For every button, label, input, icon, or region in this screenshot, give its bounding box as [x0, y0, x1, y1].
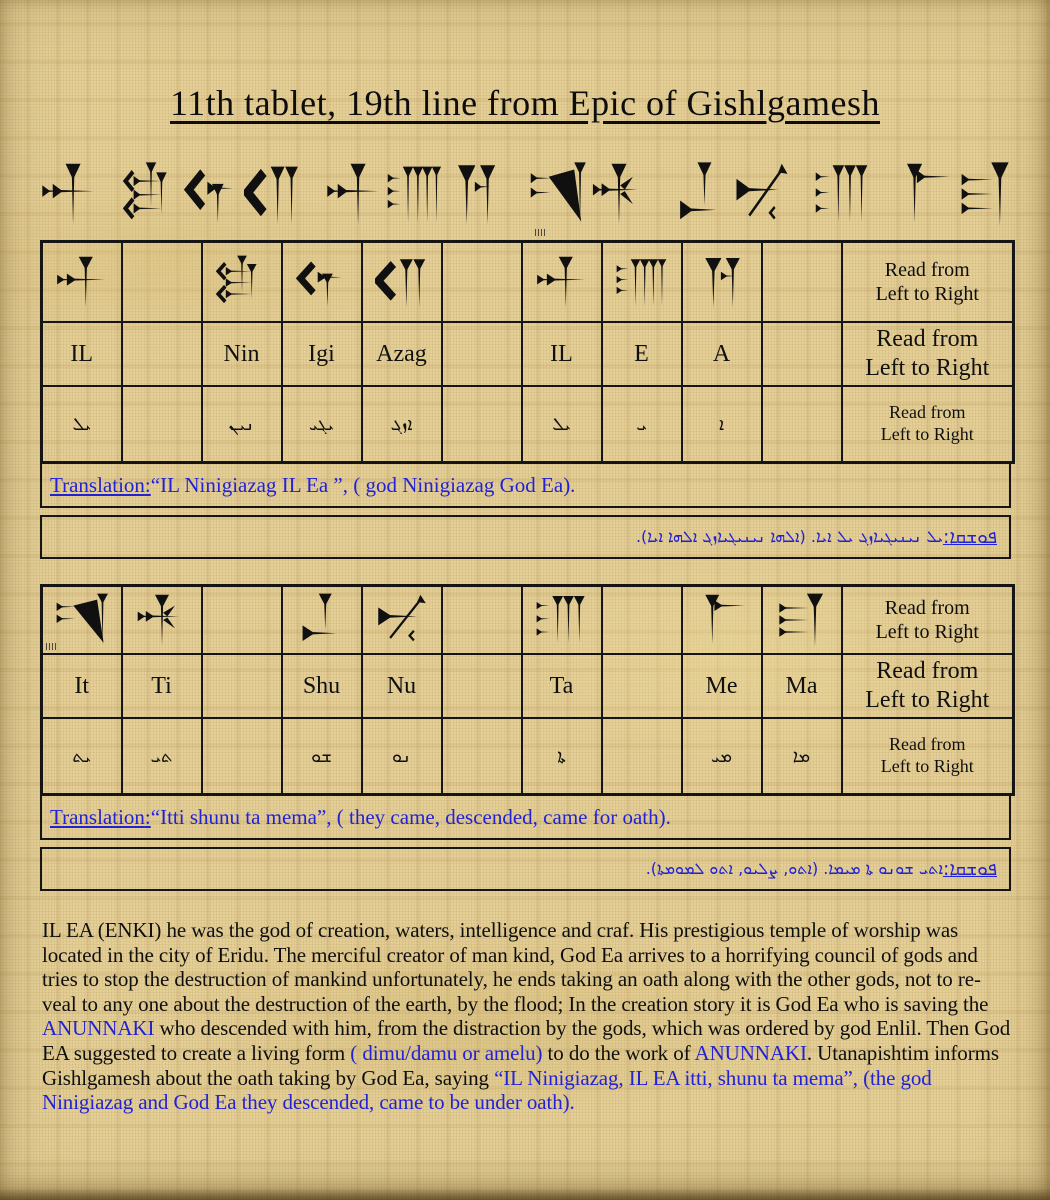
cuneiform-sign-group [529, 158, 648, 230]
paragraph-segment: IL EA (ENKI) he was the god of creation, waters, intelligence and craf. His prestigious temple of worship was located in the city of Eridu. The merciful creator of man kind, God Ea arrives to a horrifying council of gods and tries to stop the destruction of mankind unfortunately, he ends taking an oath along with the other gods, not to re-veal to any one about the destruction of the earth, by the flood; In the creation story it is God Ea who is saving the [42, 918, 989, 1016]
tablet-block-2 [40, 584, 1015, 891]
translation-box-1 [40, 462, 1011, 508]
cuneiform-sign-group [896, 158, 1015, 230]
cuneiform-cell [202, 242, 282, 323]
syriac-cell: ܡܝ [682, 718, 762, 795]
translation-text: “Itti shunu ta mema”, ( they came, descended, came for oath). [150, 804, 671, 829]
syriac-cell: ܐܙܓ [362, 386, 442, 463]
sign-name-cell [762, 322, 842, 386]
page-title: 11th tablet, 19th line from Epic of Gishlgamesh [169, 83, 881, 123]
tablet-table-2 [40, 584, 1015, 796]
cuneiform-cell [442, 586, 522, 655]
cuneiform-cell [762, 242, 842, 323]
paragraph-segment: ANUNNAKI [42, 1016, 155, 1041]
name-row [42, 322, 1014, 386]
cuneiform-cell [522, 586, 602, 655]
tablet-block-1 [40, 240, 1015, 559]
cuneiform-ti-glyph [590, 158, 648, 230]
read-direction-line: Read from [889, 402, 966, 423]
syriac-cell [202, 718, 282, 795]
cuneiform-il-glyph [535, 252, 589, 312]
cuneiform-ma-glyph [957, 158, 1015, 230]
paragraph-segment: to do the work of [542, 1040, 695, 1065]
syriac-translation-text: ܝܠ ܢܝܢܝܓܝܐܙܓ ܝܠ ܐܝܐ. (ܐܠܗܐ ܢܝܢܝܓܝܐܙܓ ܐܠܗܐ ܐܝܐ). [635, 527, 943, 546]
sign-name-cell: Nu [362, 654, 442, 718]
syriac-cell: ܬܐ [522, 718, 602, 795]
cuneiform-it-glyph [529, 158, 587, 230]
sign-name-cell: Ma [762, 654, 842, 718]
read-direction-note [842, 386, 1014, 463]
sign-name-cell: It [42, 654, 122, 718]
cuneiform-nin-glyph [122, 158, 180, 230]
cuneiform-a-glyph [447, 158, 505, 230]
cuneiform-cell [42, 586, 122, 655]
syriac-cell: ܝܠ [42, 386, 122, 463]
cuneiform-igi-glyph [183, 158, 241, 230]
sign-name-cell: Nin [202, 322, 282, 386]
read-direction-note [842, 242, 1014, 323]
cuneiform-cell [682, 242, 762, 323]
read-direction-line: Read from [876, 658, 979, 685]
cuneiform-me-glyph [896, 158, 954, 230]
cuneiform-ta-glyph [535, 590, 589, 650]
syriac-translation-box-1 [40, 515, 1011, 559]
glyph-row [42, 586, 1014, 655]
cuneiform-cell [762, 586, 842, 655]
syriac-row [42, 386, 1014, 463]
cuneiform-il-glyph [40, 158, 98, 230]
sign-name-cell: Me [682, 654, 762, 718]
cuneiform-sign-group [122, 158, 302, 230]
read-direction-line: Left to Right [865, 687, 990, 713]
read-direction-line: Left to Right [875, 283, 979, 305]
cuneiform-cell [362, 586, 442, 655]
cuneiform-sign-group [814, 158, 872, 230]
sign-name-cell: E [602, 322, 682, 386]
cuneiform-cell [442, 242, 522, 323]
commentary-paragraph [42, 918, 1012, 1115]
sign-name-cell: A [682, 322, 762, 386]
cuneiform-nin-glyph [215, 252, 269, 312]
sign-name-cell: Azag [362, 322, 442, 386]
syriac-translation-box-2 [40, 847, 1011, 891]
sign-name-cell: Ta [522, 654, 602, 718]
cuneiform-il-glyph [55, 252, 109, 312]
paragraph-segment: ANUNNAKI [694, 1040, 807, 1065]
translation-label: Translation : [50, 805, 151, 830]
cuneiform-sentence-row [40, 158, 1015, 236]
cuneiform-ma-glyph [775, 590, 829, 650]
glyph-row [42, 242, 1014, 323]
paragraph-segment: ( dimu/damu or amelu) [350, 1040, 543, 1065]
read-direction-line: Read from [876, 326, 979, 353]
cuneiform-cell [122, 242, 202, 323]
cuneiform-sign-group [672, 158, 791, 230]
syriac-cell [442, 718, 522, 795]
read-direction-line: Read from [884, 597, 970, 619]
read-direction-line: Left to Right [880, 756, 974, 776]
cuneiform-sign-group [40, 158, 98, 230]
syriac-cell: ܢܝܢ [202, 386, 282, 463]
syriac-translation-label: ܦܘܫܩܐ : [943, 526, 997, 548]
syriac-cell: ܫܘ [282, 718, 362, 795]
translation-text: “IL Ninigiazag IL Ea ”, ( god Ninigiazag God Ea). [150, 472, 576, 497]
read-direction-line: Read from [889, 734, 966, 755]
cuneiform-nu-glyph [375, 590, 429, 650]
sign-name-cell [442, 654, 522, 718]
cuneiform-it-glyph [55, 590, 109, 650]
sign-name-cell [442, 322, 522, 386]
cuneiform-shu-glyph [295, 590, 349, 650]
cuneiform-cell [602, 586, 682, 655]
cuneiform-azag-glyph [244, 158, 302, 230]
read-direction-line: Read from [884, 259, 970, 281]
sign-name-cell [202, 654, 282, 718]
paragraph-segment: who descended with him, from the distraction by the gods, which was ordered by god Enlil. Then God EA suggested to create a living form [42, 1016, 1011, 1065]
sign-name-cell: Igi [282, 322, 362, 386]
cuneiform-ta-glyph [814, 158, 872, 230]
watermark-artifact [535, 229, 545, 236]
translation-box-2 [40, 794, 1011, 840]
syriac-cell [442, 386, 522, 463]
cuneiform-cell [522, 242, 602, 323]
syriac-cell [122, 386, 202, 463]
read-direction-line: Left to Right [865, 355, 990, 381]
syriac-cell: ܝ [602, 386, 682, 463]
cuneiform-shu-glyph [672, 158, 730, 230]
sign-name-cell [602, 654, 682, 718]
cuneiform-cell [602, 242, 682, 323]
syriac-translation-label: ܦܘܫܩܐ : [943, 858, 997, 880]
syriac-cell: ܝܬ [42, 718, 122, 795]
sign-name-cell: IL [42, 322, 122, 386]
cuneiform-cell [362, 242, 442, 323]
syriac-cell: ܝܠ [522, 386, 602, 463]
cuneiform-cell [122, 586, 202, 655]
cuneiform-il-glyph [325, 158, 383, 230]
cuneiform-a-glyph [695, 252, 749, 312]
cuneiform-e-glyph [615, 252, 669, 312]
cuneiform-cell [42, 242, 122, 323]
syriac-cell: ܡܐ [762, 718, 842, 795]
sign-name-cell: Ti [122, 654, 202, 718]
syriac-cell: ܢܘ [362, 718, 442, 795]
sign-name-cell: IL [522, 322, 602, 386]
read-direction-note [842, 718, 1014, 795]
cuneiform-cell [282, 242, 362, 323]
cuneiform-cell [202, 586, 282, 655]
syriac-cell [602, 718, 682, 795]
syriac-cell: ܐ [682, 386, 762, 463]
syriac-cell: ܬܝ [122, 718, 202, 795]
read-direction-note [842, 654, 1014, 718]
paragraph-segment: “IL Ninigiazag, IL EA itti, shunu ta mema”, (the god Ninigiazag and God Ea they descended, came to be under oath). [42, 1065, 932, 1115]
cuneiform-e-glyph [386, 158, 444, 230]
syriac-cell: ܝܓܝ [282, 386, 362, 463]
cuneiform-me-glyph [695, 590, 749, 650]
name-row [42, 654, 1014, 718]
cuneiform-cell [682, 586, 762, 655]
cuneiform-sign-group [325, 158, 505, 230]
read-direction-note [842, 586, 1014, 655]
read-direction-line: Left to Right [880, 424, 974, 444]
syriac-cell [762, 386, 842, 463]
translation-label: Translation : [50, 473, 151, 498]
cuneiform-ti-glyph [135, 590, 189, 650]
read-direction-note [842, 322, 1014, 386]
tablet-table-1 [40, 240, 1015, 464]
cuneiform-cell [282, 586, 362, 655]
syriac-row [42, 718, 1014, 795]
sign-name-cell [122, 322, 202, 386]
sign-name-cell: Shu [282, 654, 362, 718]
cuneiform-nu-glyph [733, 158, 791, 230]
paragraph-segment: . Utanapishtim informs Gishlgamesh about the oath taking by God Ea, saying [42, 1040, 999, 1090]
cuneiform-igi-glyph [295, 252, 349, 312]
syriac-translation-text: ܐܬܝ ܫܘܢܘ ܬܐ ܡܝܡܐ. (ܐܬܘ, ܨܠܝܘ, ܐܬܘ ܠܡܘܡܬܐ). [645, 859, 943, 878]
cuneiform-azag-glyph [375, 252, 429, 312]
read-direction-line: Left to Right [875, 621, 979, 643]
